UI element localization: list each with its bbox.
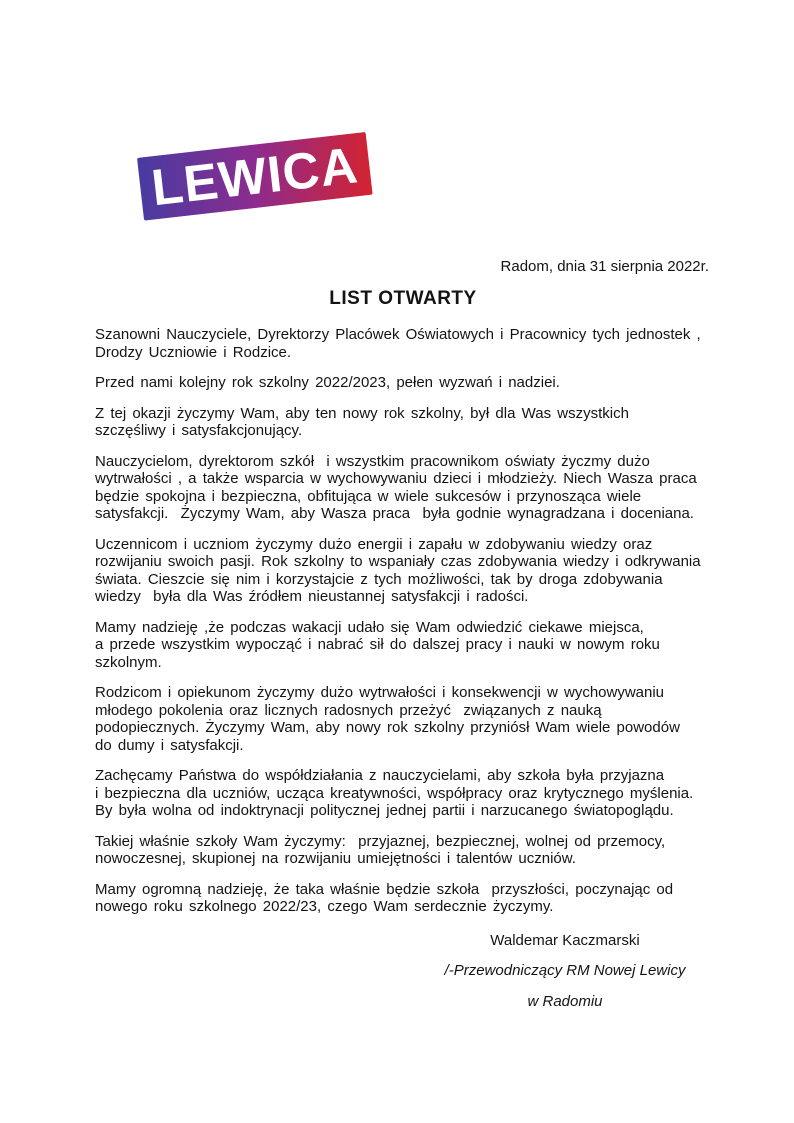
paragraph-line: i bezpieczna dla uczniów, ucząca kreatywności, współpracy oraz krytycznego myślenia.: [95, 784, 694, 802]
paragraph: [95, 405, 711, 440]
paragraph: [95, 684, 711, 754]
paragraph-line: Z tej okazji życzymy Wam, aby ten nowy rok szkolny, był dla Was wszystkich: [95, 404, 629, 422]
lewica-logo-text: LEWICA: [148, 136, 361, 217]
letter-body: [95, 326, 711, 916]
paragraph: [95, 374, 711, 392]
paragraph-line: Takiej właśnie szkoły Wam życzymy: przyjaznej, bezpiecznej, wolnej od przemocy,: [95, 832, 666, 850]
paragraph: [95, 326, 711, 361]
signatory-city: w Radomiu: [527, 992, 603, 1010]
paragraph-line: Mamy nadzieję ,że podczas wakacji udało się Wam odwiedzić ciekawe miejsca,: [95, 618, 644, 636]
paragraph-line: Nauczycielom, dyrektorom szkół i wszystkim pracownikom oświaty życzmy dużo: [95, 452, 650, 470]
paragraph: [95, 881, 711, 916]
date-line: Radom, dnia 31 sierpnia 2022r.: [500, 258, 709, 275]
paragraph-line: wiedzy była dla Was źródłem nieustannej satysfakcji i radości.: [95, 588, 529, 605]
signature-block: [390, 932, 740, 1011]
paragraph-line: satysfakcji. Życzymy Wam, aby Wasza praca była godnie wynagradzana i doceniana.: [95, 505, 694, 522]
paragraph: [95, 833, 711, 868]
paragraph-line: Przed nami kolejny rok szkolny 2022/2023, pełen wyzwań i nadziei.: [95, 374, 560, 391]
paragraph-line: Zachęcamy Państwa do współdziałania z nauczycielami, aby szkoła była przyjazna: [95, 767, 665, 784]
paragraph-line: Drodzy Uczniowie i Rodzice.: [95, 343, 292, 361]
letter-content: [95, 0, 711, 1023]
paragraph-line: podopiecznych. Życzymy Wam, aby nowy rok szkolny przyniósł Wam wiele powodów: [95, 719, 680, 736]
paragraph-line: nowego roku szkolnego 2022/23, czego Wam serdecznie życzymy.: [95, 898, 554, 915]
paragraph: [95, 453, 711, 523]
paragraph-line: świata. Cieszcie się nim i korzystajcie z tych możliwości, tak by droga zdobywania: [95, 570, 663, 588]
paragraph-line: By była wolna od indoktrynacji politycznej jednej partii i narzucanego światopoglądu.: [95, 802, 674, 819]
paragraph-line: a przede wszystkim wypocząć i nabrać sił do dalszej pracy i nauki w nowym roku: [95, 636, 660, 653]
paragraph-line: Uczennicom i uczniom życzymy dużo energii i zapału w zdobywaniu wiedzy oraz: [95, 535, 653, 553]
paragraph-line: szkolnym.: [95, 653, 162, 671]
paragraph: [95, 767, 711, 820]
paragraph-line: rozwijaniu swoich pasji. Rok szkolny to wspaniały czas zdobywania wiedzy i odkrywania: [95, 553, 701, 570]
signatory-role: /-Przewodniczący RM Nowej Lewicy: [444, 962, 686, 979]
paragraph-line: do dumy i satysfakcji.: [95, 736, 244, 754]
paragraph-line: będzie spokojna i bezpieczna, obfitująca w wiele sukcesów i przynosząca wiele: [95, 487, 642, 505]
paragraph-line: szczęśliwy i satysfakcjonujący.: [95, 422, 303, 439]
paragraph: [95, 619, 711, 672]
paragraph-line: Mamy ogromną nadzieję, że taka właśnie będzie szkoła przyszłości, poczynając od: [95, 880, 674, 898]
paragraph-line: młodego pokolenia oraz licznych radosnych przeżyć związanych z nauką: [95, 701, 602, 719]
letter-title: LIST OTWARTY: [329, 288, 477, 309]
paragraph-line: Rodzicom i opiekunom życzymy dużo wytrwałości i konsekwencji w wychowywaniu: [95, 684, 665, 701]
signatory-name: Waldemar Kaczmarski: [490, 931, 640, 949]
paragraph-line: wytrwałości , a także wsparcia w wychowywaniu dzieci i młodzieży. Niech Wasza praca: [95, 470, 697, 487]
paragraph: [95, 536, 711, 606]
paragraph-line: nowoczesnej, skupionej na rozwijaniu umiejętności i talentów uczniów.: [95, 850, 576, 867]
paragraph-line: Szanowni Nauczyciele, Dyrektorzy Placówek Oświatowych i Pracownicy tych jednostek ,: [95, 326, 701, 343]
